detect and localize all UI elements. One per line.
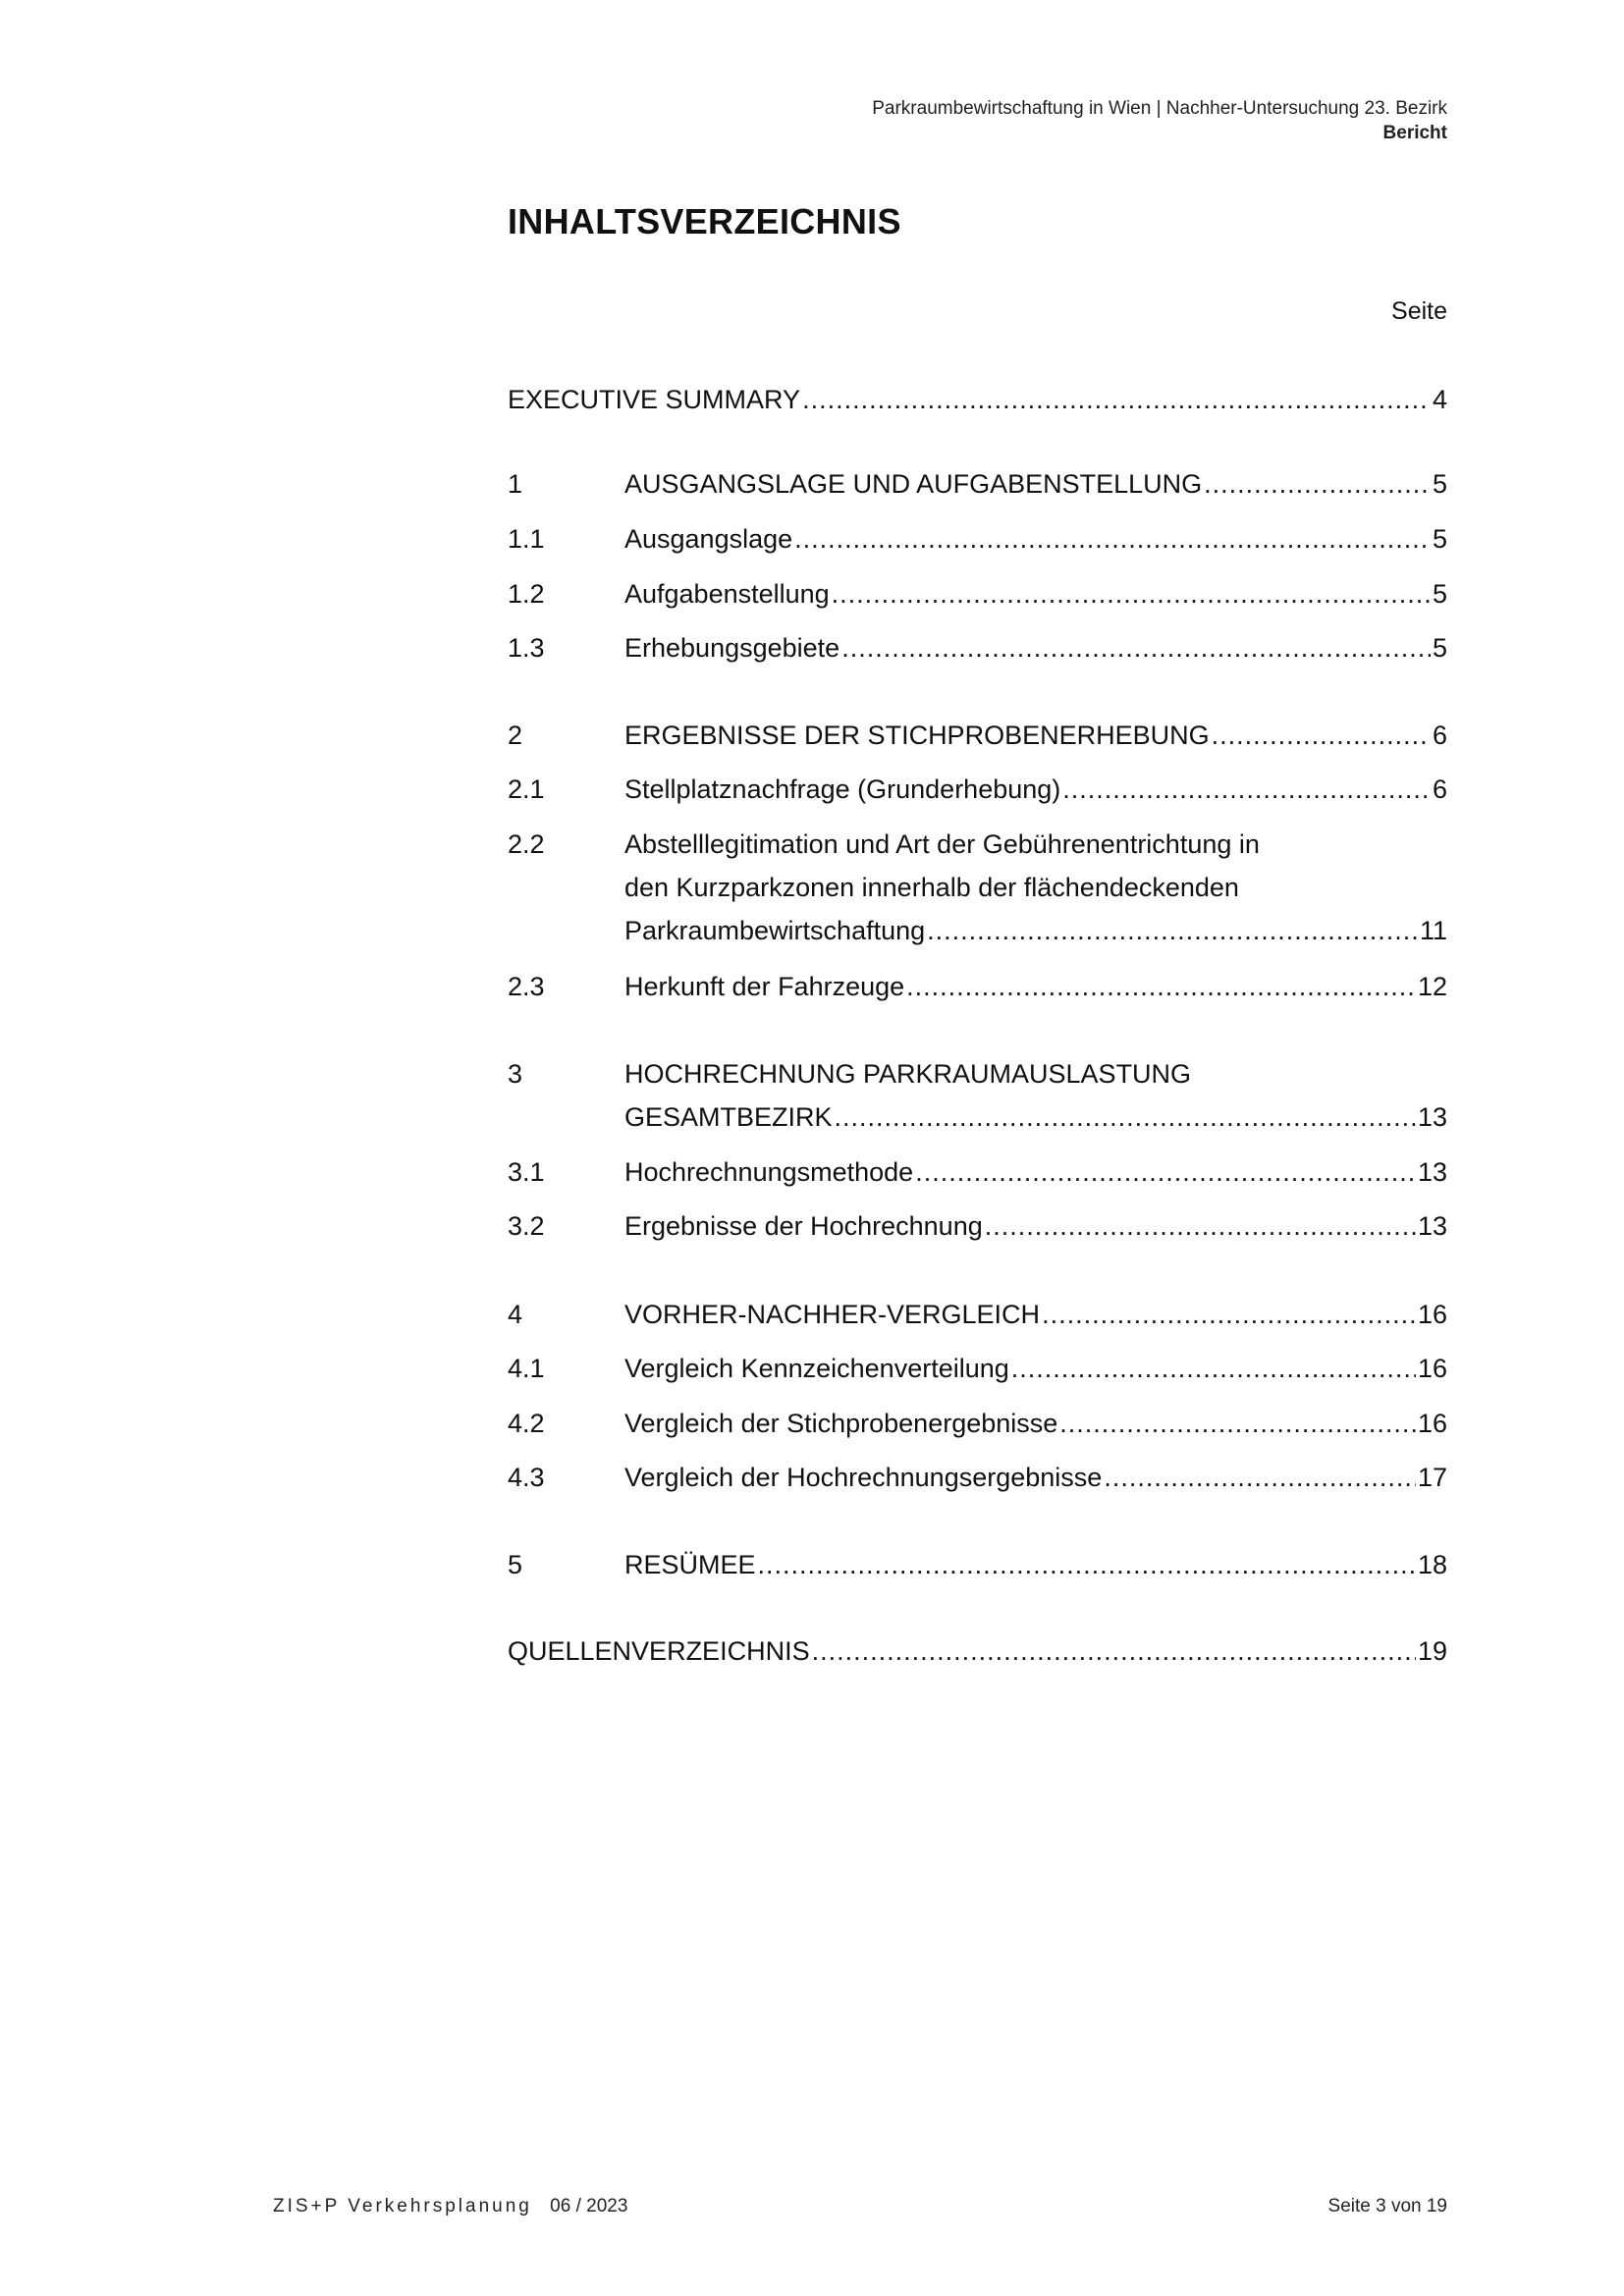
footer-date: 06 / 2023 (550, 2196, 628, 2216)
toc-entry-number: 2 (508, 721, 523, 750)
toc-entry-title: ERGEBNISSE DER STICHPROBENERHEBUNG (624, 721, 1210, 750)
dot-leader (832, 572, 1431, 615)
toc-entry-page: 16 (1417, 1409, 1447, 1438)
toc-entry-page: 17 (1417, 1463, 1447, 1492)
dot-leader (915, 1150, 1416, 1194)
footer-company (273, 2196, 627, 2217)
toc-entry-page: 11 (1419, 916, 1447, 945)
dot-leader (1204, 462, 1431, 506)
dot-leader (985, 1204, 1416, 1248)
toc-entry-number: 3.2 (508, 1211, 545, 1241)
toc-entry-page: 13 (1417, 1157, 1447, 1187)
toc-entry-title: EXECUTIVE SUMMARY (508, 385, 801, 414)
toc-entry-number: 4.1 (508, 1354, 545, 1383)
toc-entry-title: Aufgabenstellung (624, 579, 830, 609)
toc-entry-number: 4 (508, 1300, 523, 1329)
toc-entry-title: Vergleich der Stichprobenergebnisse (624, 1409, 1058, 1438)
toc-entry-number: 2.1 (508, 774, 545, 804)
dot-leader (835, 1095, 1416, 1139)
dot-leader (758, 1543, 1416, 1586)
dot-leader (1212, 714, 1431, 757)
dot-leader (794, 517, 1431, 561)
toc-entry-title-line-2: den Kurzparkzonen innerhalb der flächendeckenden (624, 873, 1239, 902)
footer-company-name: ZIS+P Verkehrsplanung (273, 2196, 532, 2216)
toc-entry-page: 16 (1417, 1300, 1447, 1329)
toc-entry-number: 1.2 (508, 579, 545, 609)
dot-leader (1042, 1293, 1416, 1336)
toc-entry-number: 3.1 (508, 1157, 545, 1187)
toc-entry-title: RESÜMEE (624, 1550, 756, 1579)
toc-entry-page: 13 (1417, 1102, 1447, 1132)
dot-leader (802, 378, 1431, 421)
header-title: Parkraumbewirtschaftung in Wien | Nachher-Untersuchung 23. Bezirk (872, 98, 1447, 119)
toc-entry-page: 6 (1432, 774, 1447, 804)
toc-entry-title-line-2: GESAMTBEZIRK (624, 1102, 833, 1132)
toc-entry-title: Vergleich Kennzeichenverteilung (624, 1354, 1009, 1383)
toc-entry-page: 5 (1432, 524, 1447, 554)
toc-entry-page: 18 (1417, 1550, 1447, 1579)
dot-leader (1062, 768, 1431, 811)
dot-leader (1059, 1402, 1416, 1445)
page-column-label: Seite (1391, 297, 1447, 325)
toc-entry-number: 1.1 (508, 524, 545, 554)
toc-entry-title: VORHER-NACHHER-VERGLEICH (624, 1300, 1041, 1329)
toc-entry-number: 1.3 (508, 633, 545, 663)
toc-entry-title-line-1: HOCHRECHNUNG PARKRAUMAUSLASTUNG (624, 1059, 1192, 1089)
toc-entry-title: Herkunft der Fahrzeuge (624, 972, 905, 1001)
toc-entry-title: Vergleich der Hochrechnungsergebnisse (624, 1463, 1103, 1492)
footer-page-info: Seite 3 von 19 (1327, 2196, 1447, 2216)
toc-entry-page: 16 (1417, 1354, 1447, 1383)
toc-entry-title: AUSGANGSLAGE UND AUFGABENSTELLUNG (624, 469, 1203, 499)
toc-entry-number: 5 (508, 1550, 523, 1579)
toc-entry-page: 13 (1417, 1211, 1447, 1241)
toc-entry-number: 3 (508, 1059, 523, 1089)
toc-entry-number: 4.3 (508, 1463, 545, 1492)
toc-entry-title: QUELLENVERZEICHNIS (508, 1636, 810, 1666)
toc-entry-number: 2.2 (508, 829, 545, 859)
dot-leader (812, 1629, 1416, 1673)
toc-entry-page: 6 (1432, 721, 1447, 750)
toc-entry-number: 4.2 (508, 1409, 545, 1438)
toc-entry-page: 19 (1417, 1636, 1447, 1666)
toc-heading: INHALTSVERZEICHNIS (508, 201, 901, 241)
toc-entry-title: Ausgangslage (624, 524, 793, 554)
toc-entry-title-line-3: Parkraumbewirtschaftung (624, 916, 926, 945)
toc-entry-page: 5 (1432, 469, 1447, 499)
toc-entry-page: 4 (1432, 385, 1447, 414)
toc-entry-page: 5 (1432, 633, 1447, 663)
toc-entry-title: Ergebnisse der Hochrechnung (624, 1211, 983, 1241)
toc-entry-title-line-1: Abstelllegitimation und Art der Gebührenentrichtung in (624, 829, 1260, 859)
header-subtitle: Bericht (1382, 123, 1447, 143)
toc-entry-page: 5 (1432, 579, 1447, 609)
dot-leader (1104, 1456, 1416, 1499)
toc-entry-title: Erhebungsgebiete (624, 633, 840, 663)
dot-leader (906, 965, 1416, 1008)
toc-entry-number: 1 (508, 469, 523, 499)
dot-leader (1011, 1347, 1416, 1390)
toc-entry-title: Stellplatznachfrage (Grunderhebung) (624, 774, 1061, 804)
dot-leader (841, 626, 1431, 669)
page-header (872, 96, 1447, 145)
dot-leader (927, 909, 1418, 952)
toc-entry-page: 12 (1417, 972, 1447, 1001)
toc-entry-number: 2.3 (508, 972, 545, 1001)
toc-entry-title: Hochrechnungsmethode (624, 1157, 914, 1187)
